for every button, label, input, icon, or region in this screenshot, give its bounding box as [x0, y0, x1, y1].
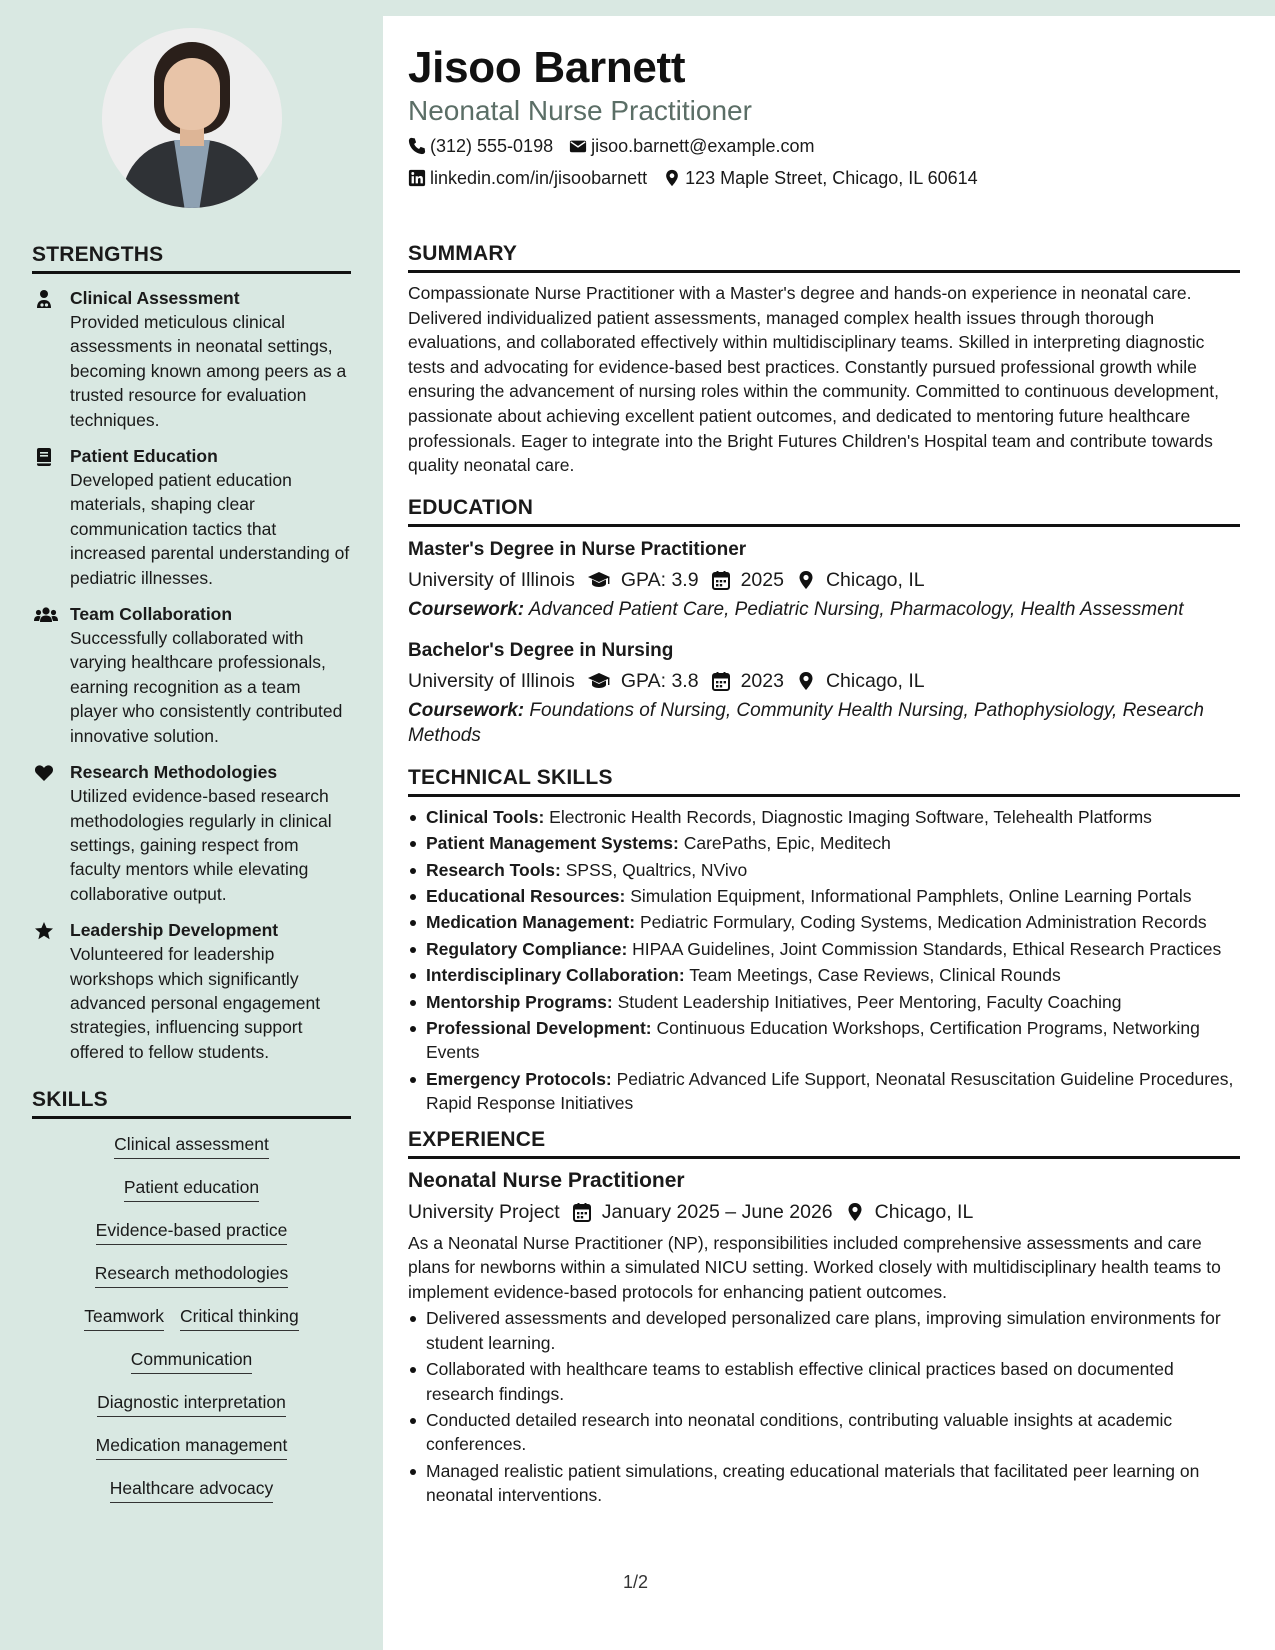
linkedin-contact[interactable]	[408, 166, 647, 190]
list-item: Delivered assessments and developed personalized care plans, improving simulation environments for student learning.	[408, 1306, 1240, 1355]
technical-skills-heading: TECHNICAL SKILLS	[408, 766, 1240, 797]
year-text: 2025	[740, 568, 784, 591]
list-item	[408, 910, 1240, 934]
degree-title: Bachelor's Degree in Nursing	[408, 639, 674, 661]
list-item	[408, 805, 1240, 829]
list-item	[408, 1016, 1240, 1065]
strength-title: Leadership Development	[70, 920, 279, 941]
summary-text: Compassionate Nurse Practitioner with a Master's degree and hands-on experience in neonatal care. Delivered individualized patient assessments, managed complex health issues through thorough evaluations, and collaborated effectively within multidisciplinary teams. Skilled in interpreting diagnostic tests and advocating for evidence-based best practices. Constantly pursued professional growth while ensuring the advancement of nursing roles within the community. Committed to continuous development, passionate about achieving excellent patient outcomes, and dedicated to mentoring future healthcare professionals. Eager to integrate into the Bright Futures Children's Hospital team and contribute towards quality neonatal care.	[408, 283, 1219, 476]
strength-title: Patient Education	[70, 446, 218, 467]
strength-item	[32, 760, 351, 906]
skill-tag: Teamwork	[84, 1305, 164, 1331]
skill-value: Simulation Equipment, Informational Pamphlets, Online Learning Portals	[630, 885, 1192, 906]
map-pin-icon	[796, 671, 816, 691]
skill-value: Pediatric Advanced Life Support, Neonatal Resuscitation Guideline Procedures, Rapid Response Initiatives	[426, 1068, 1234, 1114]
map-pin-icon	[796, 570, 816, 590]
coursework-text: Advanced Patient Care, Pediatric Nursing, Pharmacology, Health Assessment	[528, 598, 1184, 620]
email-contact[interactable]	[569, 134, 814, 158]
coursework-label: Coursework:	[408, 699, 525, 721]
calendar-icon	[711, 570, 731, 590]
linkedin-icon	[408, 169, 426, 187]
skill-value: HIPAA Guidelines, Joint Commission Standards, Ethical Research Practices	[632, 938, 1222, 959]
experience-description: As a Neonatal Nurse Practitioner (NP), responsibilities included comprehensive assessments and care plans for newborns within a simulated NICU setting. Worked closely with multidisciplinary health teams to implement evidence-based protocols for enhancing patient outcomes.	[408, 1232, 1221, 1302]
profile-photo	[102, 28, 282, 208]
education-entry	[408, 638, 1240, 748]
skill-value: Electronic Health Records, Diagnostic Imaging Software, Telehealth Platforms	[549, 806, 1152, 827]
skill-tag: Evidence-based practice	[96, 1219, 288, 1245]
strength-title: Clinical Assessment	[70, 288, 240, 308]
strength-item	[32, 286, 351, 432]
skill-value: Pediatric Formulary, Coding Systems, Medication Administration Records	[639, 912, 1207, 933]
skill-value: Team Meetings, Case Reviews, Clinical Rounds	[689, 965, 1061, 986]
education-heading: EDUCATION	[408, 496, 1240, 527]
coursework-text: Foundations of Nursing, Community Health Nursing, Pathophysiology, Research Methods	[408, 699, 1204, 746]
coursework	[408, 698, 1240, 748]
skill-tag: Medication management	[96, 1434, 288, 1460]
star-icon	[32, 918, 70, 1064]
experience-heading: EXPERIENCE	[408, 1128, 1240, 1159]
phone-icon	[408, 137, 426, 155]
calendar-icon	[711, 671, 731, 691]
location-text: Chicago, IL	[874, 1200, 974, 1223]
list-item	[408, 884, 1240, 908]
phone-text: (312) 555-0198	[430, 136, 554, 156]
technical-skills-list	[408, 805, 1240, 1116]
strengths-heading: STRENGTHS	[32, 243, 351, 274]
dates-text: January 2025 – June 2026	[601, 1200, 833, 1223]
location-text: Chicago, IL	[825, 669, 925, 692]
skill-tag: Clinical assessment	[114, 1133, 269, 1159]
education-meta	[408, 666, 1240, 696]
strength-desc: Utilized evidence-based research methodologies regularly in clinical settings, gaining respect from faculty mentors while elevating collaborative output.	[70, 786, 332, 904]
strength-desc: Provided meticulous clinical assessments in neonatal settings, becoming known among peers as a trusted resource for evaluation techniques.	[70, 312, 347, 430]
strength-desc: Volunteered for leadership workshops which significantly advanced personal engagement strategies, influencing support offered to fellow students.	[70, 944, 321, 1062]
experience-bullets	[408, 1306, 1240, 1507]
skill-value: Continuous Education Workshops, Certification Programs, Networking Events	[426, 1018, 1200, 1063]
strength-item	[32, 602, 351, 748]
phone-contact[interactable]	[408, 134, 553, 158]
strength-title: Team Collaboration	[70, 604, 233, 625]
skill-label: Regulatory Compliance:	[426, 938, 628, 959]
coursework-label: Coursework:	[408, 598, 525, 620]
skill-label: Emergency Protocols:	[426, 1068, 612, 1089]
year-text: 2023	[740, 669, 784, 692]
list-item	[408, 990, 1240, 1014]
map-pin-icon	[663, 169, 681, 187]
skills-list	[32, 1133, 351, 1503]
address-text: 123 Maple Street, Chicago, IL 60614	[685, 168, 978, 188]
gpa-text: GPA: 3.8	[620, 669, 699, 692]
skill-tag: Critical thinking	[180, 1305, 299, 1331]
contact-row	[408, 166, 1240, 190]
strength-title: Research Methodologies	[70, 762, 278, 783]
degree-title: Master's Degree in Nurse Practitioner	[408, 538, 747, 560]
school-name: University of Illinois	[408, 669, 575, 692]
skill-label: Medication Management:	[426, 912, 636, 933]
candidate-name: Jisoo Barnett	[408, 43, 686, 92]
skill-value: Student Leadership Initiatives, Peer Mentoring, Faculty Coaching	[617, 991, 1122, 1012]
linkedin-text: linkedin.com/in/jisoobarnett	[430, 168, 648, 188]
map-pin-icon	[845, 1202, 865, 1222]
skill-label: Mentorship Programs:	[426, 991, 613, 1012]
skill-tag: Patient education	[124, 1176, 259, 1202]
list-item	[408, 858, 1240, 882]
graduation-cap-icon	[587, 570, 611, 590]
book-icon	[32, 444, 70, 590]
envelope-icon	[569, 137, 587, 155]
organization-name: University Project	[408, 1200, 560, 1223]
user-doctor-icon	[32, 286, 70, 432]
calendar-icon	[572, 1202, 592, 1222]
skill-value: SPSS, Qualtrics, NVivo	[565, 859, 748, 880]
skills-heading: SKILLS	[32, 1088, 351, 1119]
list-item	[408, 1067, 1240, 1116]
skill-label: Interdisciplinary Collaboration:	[426, 965, 685, 986]
skill-tag: Communication	[131, 1348, 253, 1374]
skill-label: Patient Management Systems:	[426, 833, 679, 854]
education-entry	[408, 537, 1240, 622]
skill-label: Clinical Tools:	[426, 806, 545, 827]
list-item	[408, 831, 1240, 855]
location-text: Chicago, IL	[825, 568, 925, 591]
skill-tag: Diagnostic interpretation	[97, 1391, 286, 1417]
skill-tag: Research methodologies	[95, 1262, 289, 1288]
email-text: jisoo.barnett@example.com	[591, 136, 815, 156]
graduation-cap-icon	[587, 671, 611, 691]
address-contact	[663, 166, 978, 190]
main-column	[408, 0, 1240, 1510]
gpa-text: GPA: 3.9	[620, 568, 699, 591]
skill-label: Educational Resources:	[426, 885, 626, 906]
page-number: 1/2	[623, 1572, 649, 1592]
job-title: Neonatal Nurse Practitioner	[408, 1168, 685, 1192]
strength-item	[32, 444, 351, 590]
education-meta	[408, 565, 1240, 595]
strength-item	[32, 918, 351, 1064]
skill-tag: Healthcare advocacy	[110, 1477, 273, 1503]
contact-row	[408, 134, 1240, 158]
list-item: Conducted detailed research into neonatal conditions, contributing valuable insights at academic conferences.	[408, 1408, 1240, 1457]
candidate-role: Neonatal Nurse Practitioner	[408, 95, 752, 126]
strength-desc: Successfully collaborated with varying healthcare professionals, earning recognition as a team player who consistently contributed innovative solution.	[70, 628, 343, 746]
users-icon	[32, 602, 70, 748]
list-item: Managed realistic patient simulations, creating educational materials that facilitated peer learning on neonatal interventions.	[408, 1459, 1240, 1508]
school-name: University of Illinois	[408, 568, 575, 591]
list-item	[408, 937, 1240, 961]
sidebar	[0, 0, 383, 1650]
heart-icon	[32, 760, 70, 906]
experience-meta	[408, 1197, 1240, 1227]
skill-value: CarePaths, Epic, Meditech	[683, 833, 891, 854]
skill-label: Professional Development:	[426, 1018, 652, 1038]
list-item	[408, 963, 1240, 987]
strength-desc: Developed patient education materials, shaping clear communication tactics that increased parental understanding of pediatric illnesses.	[70, 470, 350, 588]
coursework	[408, 597, 1240, 622]
skill-label: Research Tools:	[426, 859, 561, 880]
list-item: Collaborated with healthcare teams to establish effective clinical practices based on documented research findings.	[408, 1357, 1240, 1406]
summary-heading: SUMMARY	[408, 242, 1240, 273]
